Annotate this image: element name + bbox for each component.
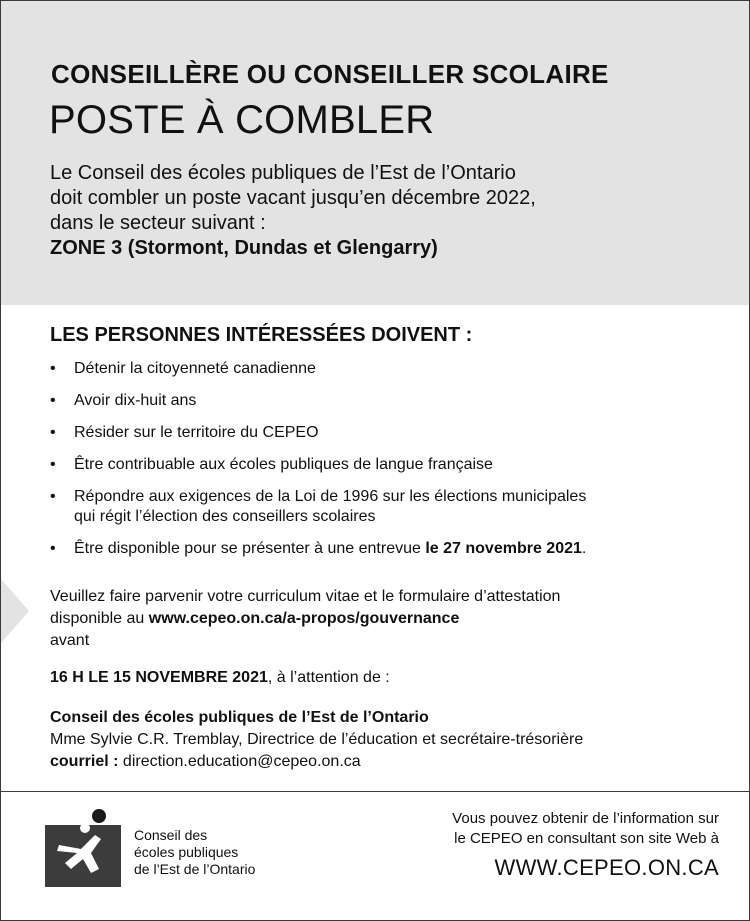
- list-item: [50, 539, 710, 561]
- intro-line: doit combler un poste vacant jusqu’en décembre 2022,: [50, 187, 536, 209]
- deadline-date: 16 H LE 15 NOVEMBRE 2021: [50, 669, 268, 686]
- contact-organization: Conseil des écoles publiques de l’Est de l’Ontario: [50, 709, 429, 726]
- apply-line: [50, 608, 560, 630]
- requirement-text-end: .: [581, 540, 587, 557]
- list-item: [50, 391, 710, 423]
- page-title: POSTE À COMBLER: [49, 98, 435, 142]
- intro-text: [50, 161, 536, 261]
- email-label: courriel :: [50, 753, 119, 770]
- apply-line: Veuillez faire parvenir votre curriculum vitae et le formulaire d’attestation: [50, 588, 561, 605]
- application-instructions: [50, 586, 560, 652]
- footer-info-line: Vous pouvez obtenir de l’information sur: [452, 810, 719, 827]
- list-item: [50, 359, 710, 391]
- list-item: [50, 455, 710, 487]
- logo-line: écoles publiques: [134, 844, 239, 860]
- requirement-text: Avoir dix-huit ans: [74, 392, 197, 409]
- bullet-icon: •: [50, 360, 56, 377]
- requirement-text-continued: qui régit l’élection des conseillers scolaires: [74, 508, 376, 525]
- footer-divider: [1, 791, 749, 792]
- logo-line: Conseil des: [134, 827, 208, 843]
- contact-email-line: [50, 751, 583, 773]
- requirement-text: Répondre aux exigences de la Loi de 1996 sur les élections municipales: [74, 488, 587, 505]
- requirements-list: [50, 359, 710, 561]
- requirement-text: Être contribuable aux écoles publiques de langue française: [74, 456, 493, 473]
- logo-wordmark: [134, 827, 255, 878]
- cepeo-logo-icon: [45, 809, 145, 889]
- governance-link[interactable]: www.cepeo.on.ca/a-propos/gouvernance: [148, 610, 460, 627]
- requirements-heading: LES PERSONNES INTÉRESSÉES DOIVENT :: [50, 324, 473, 346]
- footer-info: [452, 809, 719, 883]
- email-link[interactable]: direction.education@cepeo.on.ca: [122, 753, 361, 770]
- requirement-text: Résider sur le territoire du CEPEO: [74, 424, 319, 441]
- bullet-icon: •: [50, 488, 56, 505]
- bullet-icon: •: [50, 540, 56, 557]
- side-arrow-icon: [1, 579, 29, 643]
- list-item: [50, 487, 710, 539]
- requirement-text-part: Être disponible pour se présenter à une entrevue: [74, 540, 426, 557]
- intro-line: dans le secteur suivant :: [50, 212, 266, 234]
- bullet-icon: •: [50, 456, 56, 473]
- deadline: [50, 669, 390, 687]
- contact-person: Mme Sylvie C.R. Tremblay, Directrice de l’éducation et secrétaire-trésorière: [50, 731, 584, 748]
- bullet-icon: •: [50, 392, 56, 409]
- header-band: [1, 1, 749, 305]
- interview-date: le 27 novembre 2021: [425, 540, 582, 557]
- list-item: [50, 423, 710, 455]
- apply-line: avant: [50, 632, 90, 649]
- requirement-text: Détenir la citoyenneté canadienne: [74, 360, 316, 377]
- deadline-rest: , à l’attention de :: [267, 669, 390, 686]
- position-kicker: CONSEILLÈRE OU CONSEILLER SCOLAIRE: [51, 59, 609, 89]
- contact-block: [50, 707, 583, 773]
- website-link[interactable]: WWW.CEPEO.ON.CA: [494, 855, 719, 880]
- intro-line: Le Conseil des écoles publiques de l’Est de l’Ontario: [50, 162, 516, 184]
- zone-label: ZONE 3 (Stormont, Dundas et Glengarry): [50, 237, 438, 259]
- bullet-icon: •: [50, 424, 56, 441]
- logo-line: de l’Est de l’Ontario: [134, 861, 256, 877]
- requirement-text: [74, 539, 710, 559]
- apply-prefix: disponible au: [50, 610, 149, 627]
- footer-info-line: le CEPEO en consultant son site Web à: [454, 830, 719, 847]
